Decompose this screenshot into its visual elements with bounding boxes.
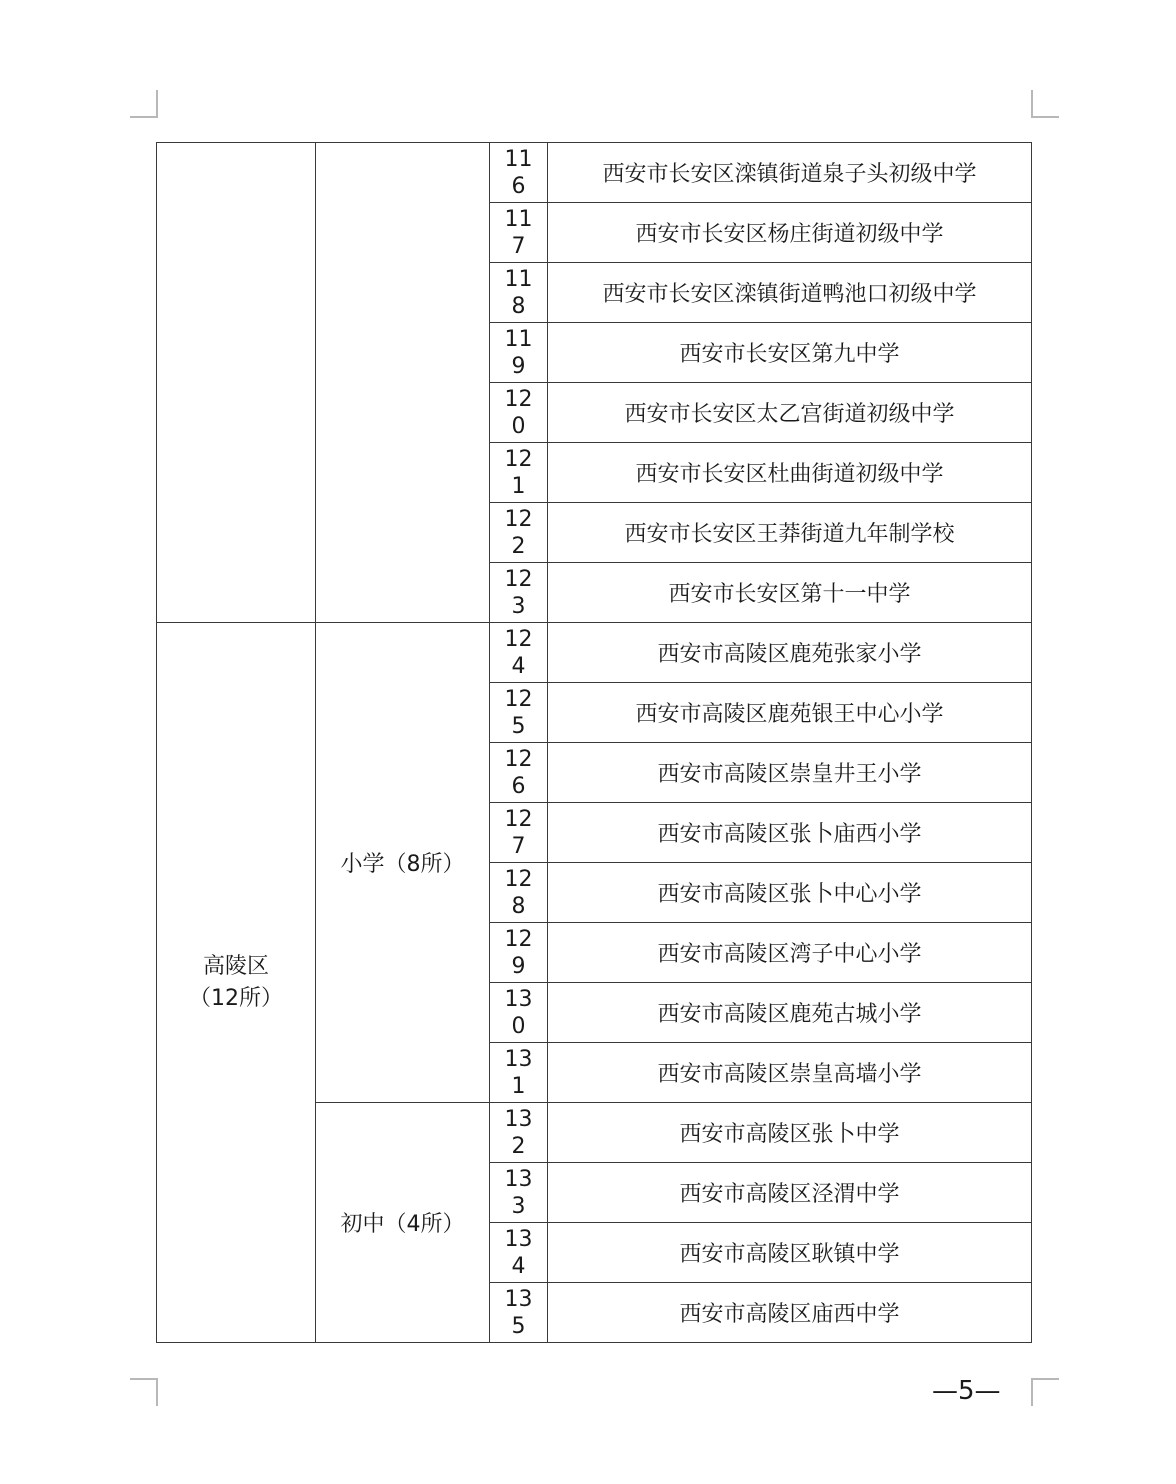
level-primary: 小学（8所） bbox=[316, 623, 490, 1103]
school-name: 西安市高陵区张卜中心小学 bbox=[548, 863, 1032, 923]
row-number bbox=[490, 1043, 548, 1103]
row-number-part: 11 bbox=[504, 206, 533, 232]
row-number-part: 1 bbox=[511, 473, 526, 499]
row-number-part: 12 bbox=[504, 566, 533, 592]
row-number bbox=[490, 143, 548, 203]
row-number bbox=[490, 563, 548, 623]
row-number-part: 12 bbox=[504, 926, 533, 952]
table-row bbox=[157, 143, 1032, 203]
row-number-part: 2 bbox=[511, 1133, 526, 1159]
crop-mark-top-left bbox=[130, 90, 158, 118]
row-number bbox=[490, 623, 548, 683]
crop-mark-bottom-left bbox=[130, 1378, 158, 1406]
district-name: 高陵区 bbox=[202, 953, 269, 979]
row-number-part: 12 bbox=[504, 506, 533, 532]
row-number-part: 12 bbox=[504, 626, 533, 652]
row-number-part: 11 bbox=[504, 326, 533, 352]
school-name: 西安市高陵区张卜庙西小学 bbox=[548, 803, 1032, 863]
crop-mark-bottom-right bbox=[1031, 1378, 1059, 1406]
row-number bbox=[490, 383, 548, 443]
school-name: 西安市长安区第十一中学 bbox=[548, 563, 1032, 623]
row-number-part: 7 bbox=[511, 233, 526, 259]
row-number-part: 3 bbox=[511, 593, 526, 619]
row-number bbox=[490, 1223, 548, 1283]
row-number-part: 11 bbox=[504, 266, 533, 292]
table-row bbox=[157, 623, 1032, 683]
school-name: 西安市高陵区鹿苑银王中心小学 bbox=[548, 683, 1032, 743]
row-number-part: 12 bbox=[504, 446, 533, 472]
row-number bbox=[490, 683, 548, 743]
row-number-part: 11 bbox=[504, 146, 533, 172]
row-number-part: 13 bbox=[504, 1286, 533, 1312]
school-name: 西安市长安区滦镇街道鸭池口初级中学 bbox=[548, 263, 1032, 323]
row-number-part: 2 bbox=[511, 533, 526, 559]
row-number-part: 5 bbox=[511, 713, 526, 739]
district-count: （12所） bbox=[189, 985, 283, 1011]
district-cell-empty bbox=[157, 143, 316, 623]
school-name: 西安市长安区滦镇街道泉子头初级中学 bbox=[548, 143, 1032, 203]
school-name: 西安市长安区王莽街道九年制学校 bbox=[548, 503, 1032, 563]
row-number-part: 0 bbox=[511, 413, 526, 439]
row-number bbox=[490, 1163, 548, 1223]
school-name: 西安市高陵区崇皇井王小学 bbox=[548, 743, 1032, 803]
row-number bbox=[490, 803, 548, 863]
school-name: 西安市高陵区张卜中学 bbox=[548, 1103, 1032, 1163]
school-name: 西安市高陵区耿镇中学 bbox=[548, 1223, 1032, 1283]
row-number bbox=[490, 323, 548, 383]
row-number-part: 12 bbox=[504, 746, 533, 772]
school-name: 西安市高陵区鹿苑古城小学 bbox=[548, 983, 1032, 1043]
row-number-part: 12 bbox=[504, 866, 533, 892]
row-number-part: 13 bbox=[504, 1166, 533, 1192]
school-name: 西安市高陵区鹿苑张家小学 bbox=[548, 623, 1032, 683]
row-number-part: 6 bbox=[511, 773, 526, 799]
row-number bbox=[490, 743, 548, 803]
page-number: —5— bbox=[932, 1376, 1001, 1406]
row-number-part: 8 bbox=[511, 293, 526, 319]
school-list-table bbox=[156, 142, 1032, 1343]
row-number-part: 4 bbox=[511, 653, 526, 679]
level-middle: 初中（4所） bbox=[316, 1103, 490, 1343]
row-number bbox=[490, 1283, 548, 1343]
row-number-part: 13 bbox=[504, 986, 533, 1012]
row-number bbox=[490, 983, 548, 1043]
crop-mark-top-right bbox=[1031, 90, 1059, 118]
row-number bbox=[490, 443, 548, 503]
school-name: 西安市长安区杜曲街道初级中学 bbox=[548, 443, 1032, 503]
row-number-part: 5 bbox=[511, 1313, 526, 1339]
row-number-part: 1 bbox=[511, 1073, 526, 1099]
row-number-part: 12 bbox=[504, 386, 533, 412]
row-number-part: 13 bbox=[504, 1106, 533, 1132]
row-number-part: 13 bbox=[504, 1046, 533, 1072]
school-name: 西安市高陵区庙西中学 bbox=[548, 1283, 1032, 1343]
row-number-part: 8 bbox=[511, 893, 526, 919]
row-number-part: 0 bbox=[511, 1013, 526, 1039]
row-number bbox=[490, 503, 548, 563]
row-number bbox=[490, 863, 548, 923]
school-name: 西安市高陵区崇皇高墙小学 bbox=[548, 1043, 1032, 1103]
school-name: 西安市高陵区泾渭中学 bbox=[548, 1163, 1032, 1223]
row-number bbox=[490, 923, 548, 983]
school-name: 西安市长安区杨庄街道初级中学 bbox=[548, 203, 1032, 263]
school-name: 西安市长安区第九中学 bbox=[548, 323, 1032, 383]
row-number bbox=[490, 1103, 548, 1163]
row-number-part: 3 bbox=[511, 1193, 526, 1219]
row-number-part: 13 bbox=[504, 1226, 533, 1252]
row-number-part: 12 bbox=[504, 806, 533, 832]
row-number bbox=[490, 203, 548, 263]
row-number-part: 9 bbox=[511, 953, 526, 979]
school-name: 西安市长安区太乙宫街道初级中学 bbox=[548, 383, 1032, 443]
row-number-part: 12 bbox=[504, 686, 533, 712]
row-number-part: 4 bbox=[511, 1253, 526, 1279]
row-number-part: 7 bbox=[511, 833, 526, 859]
level-cell-empty bbox=[316, 143, 490, 623]
school-name: 西安市高陵区湾子中心小学 bbox=[548, 923, 1032, 983]
row-number-part: 9 bbox=[511, 353, 526, 379]
row-number bbox=[490, 263, 548, 323]
row-number-part: 6 bbox=[511, 173, 526, 199]
district-cell bbox=[157, 623, 316, 1343]
